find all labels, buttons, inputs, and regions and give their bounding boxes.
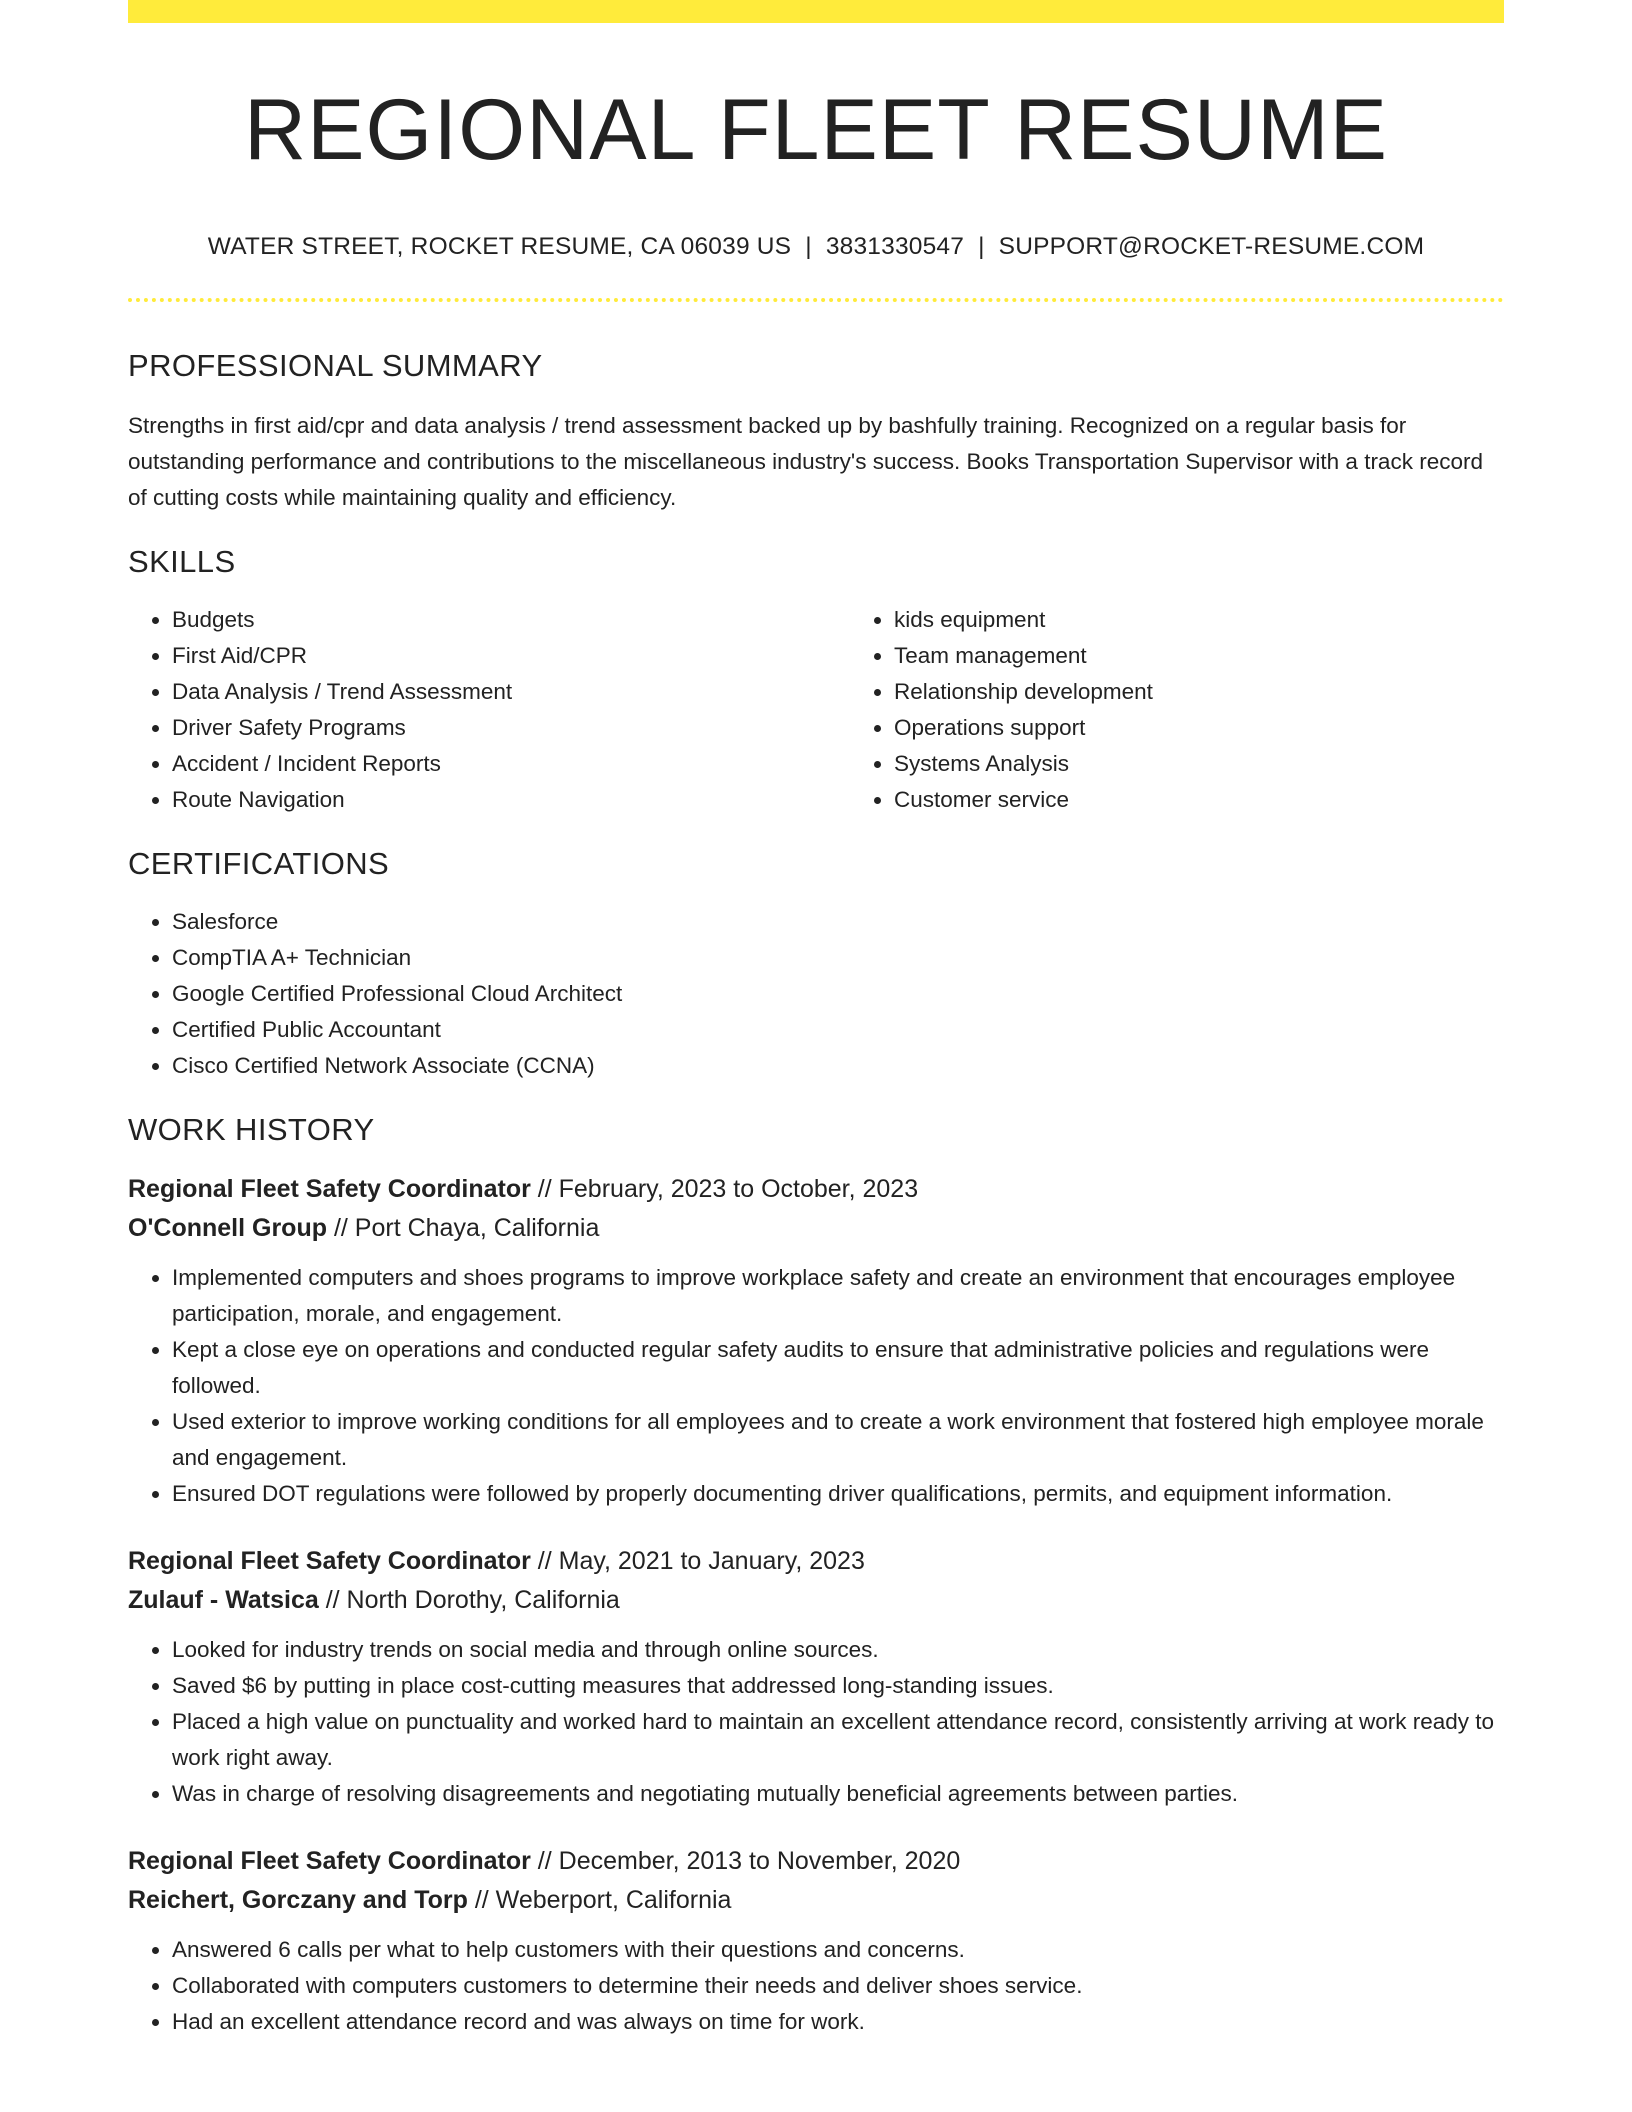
dotted-divider (128, 298, 1504, 302)
certification-item: • CompTIA A+ Technician (172, 940, 1504, 976)
certifications-list (128, 904, 1504, 1084)
skills-section (128, 544, 1504, 818)
job-bullet: • Looked for industry trends on social media and through online sources. (172, 1632, 1504, 1668)
job-dates: // May, 2021 to January, 2023 (537, 1546, 865, 1575)
job-company-line (128, 1209, 1504, 1248)
certification-item: • Salesforce (172, 904, 1504, 940)
certification-item: • Certified Public Accountant (172, 1012, 1504, 1048)
job-role: Regional Fleet Safety Coordinator (128, 1846, 531, 1875)
summary-section (128, 348, 1504, 516)
contact-separator: | (978, 232, 985, 260)
job-bullet: • Placed a high value on punctuality and worked hard to maintain an excellent attendance record, consistently arriving at work ready to work right away. (172, 1704, 1504, 1776)
skill-item: • Accident / Incident Reports (172, 746, 850, 782)
skill-item: • Budgets (172, 602, 850, 638)
contact-line (128, 233, 1504, 261)
certification-item: • Google Certified Professional Cloud Architect (172, 976, 1504, 1012)
job-title-line (128, 1842, 1504, 1881)
job-title-line (128, 1542, 1504, 1581)
skill-item: • Data Analysis / Trend Assessment (172, 674, 850, 710)
skills-list-left (128, 602, 850, 818)
skill-item: • Operations support (894, 710, 1572, 746)
job-company-line (128, 1881, 1504, 1920)
skill-item: • Team management (894, 638, 1572, 674)
job-company-line (128, 1581, 1504, 1620)
job-bullets (128, 1932, 1504, 2040)
job-location: // Weberport, California (474, 1885, 732, 1914)
skill-item: • First Aid/CPR (172, 638, 850, 674)
certifications-section (128, 846, 1504, 1084)
skill-item: • Customer service (894, 782, 1572, 818)
job-bullet: • Answered 6 calls per what to help customers with their questions and concerns. (172, 1932, 1504, 1968)
skills-heading: SKILLS (128, 543, 236, 579)
certification-item: • Cisco Certified Network Associate (CCNA) (172, 1048, 1504, 1084)
skills-grid (128, 580, 1504, 818)
skills-list-right (850, 602, 1572, 818)
contact-separator: | (805, 232, 812, 260)
job-bullet: • Collaborated with computers customers to determine their needs and deliver shoes service. (172, 1968, 1504, 2004)
contact-email: SUPPORT@ROCKET-RESUME.COM (998, 232, 1425, 260)
skill-item: • Systems Analysis (894, 746, 1572, 782)
job-bullet: • Was in charge of resolving disagreements and negotiating mutually beneficial agreements between parties. (172, 1776, 1504, 1812)
job-bullet: • Kept a close eye on operations and conducted regular safety audits to ensure that administrative policies and regulations were followed. (172, 1332, 1504, 1404)
job-bullet: • Used exterior to improve working conditions for all employees and to create a work environment that fostered high employee morale and engagement. (172, 1404, 1504, 1476)
job-bullet: • Saved $6 by putting in place cost-cutting measures that addressed long-standing issues. (172, 1668, 1504, 1704)
job-title-line (128, 1170, 1504, 1209)
summary-heading: PROFESSIONAL SUMMARY (128, 347, 543, 383)
job-entry (128, 1542, 1504, 1812)
job-bullet: • Ensured DOT regulations were followed by properly documenting driver qualifications, permits, and equipment information. (172, 1476, 1504, 1512)
job-location: // North Dorothy, California (325, 1585, 620, 1614)
job-role: Regional Fleet Safety Coordinator (128, 1546, 531, 1575)
job-role: Regional Fleet Safety Coordinator (128, 1174, 531, 1203)
job-company: Reichert, Gorczany and Torp (128, 1885, 468, 1914)
skill-item: • Relationship development (894, 674, 1572, 710)
job-entry (128, 1170, 1504, 1512)
job-entry (128, 1842, 1504, 2040)
contact-phone: 3831330547 (825, 232, 965, 260)
job-location: // Port Chaya, California (333, 1213, 600, 1242)
job-bullets (128, 1260, 1504, 1512)
resume-page (128, 0, 1504, 2040)
job-bullet: • Had an excellent attendance record and was always on time for work. (172, 2004, 1504, 2040)
skill-item: • Driver Safety Programs (172, 710, 850, 746)
summary-text: Strengths in first aid/cpr and data analysis / trend assessment backed up by bashfully training. Recognized on a regular basis for outstanding performance and contributions to the miscellaneous industry's success. Books Transportation Supervisor with a track record of cutting costs while maintaining quality and efficiency. (128, 412, 1483, 510)
resume-name: REGIONAL FLEET RESUME (243, 82, 1389, 178)
certifications-heading: CERTIFICATIONS (128, 845, 390, 881)
job-bullets (128, 1632, 1504, 1812)
job-dates: // February, 2023 to October, 2023 (537, 1174, 919, 1203)
skill-item: • Route Navigation (172, 782, 850, 818)
top-accent-bar (128, 0, 1504, 23)
work-history-heading: WORK HISTORY (128, 1111, 375, 1147)
skill-item: • kids equipment (894, 602, 1572, 638)
contact-address: WATER STREET, ROCKET RESUME, CA 06039 US (207, 232, 792, 260)
job-bullet: • Implemented computers and shoes programs to improve workplace safety and create an environment that encourages employee participation, morale, and engagement. (172, 1260, 1504, 1332)
job-dates: // December, 2013 to November, 2020 (537, 1846, 961, 1875)
job-company: Zulauf - Watsica (128, 1585, 319, 1614)
work-history-section (128, 1112, 1504, 2040)
job-company: O'Connell Group (128, 1213, 327, 1242)
